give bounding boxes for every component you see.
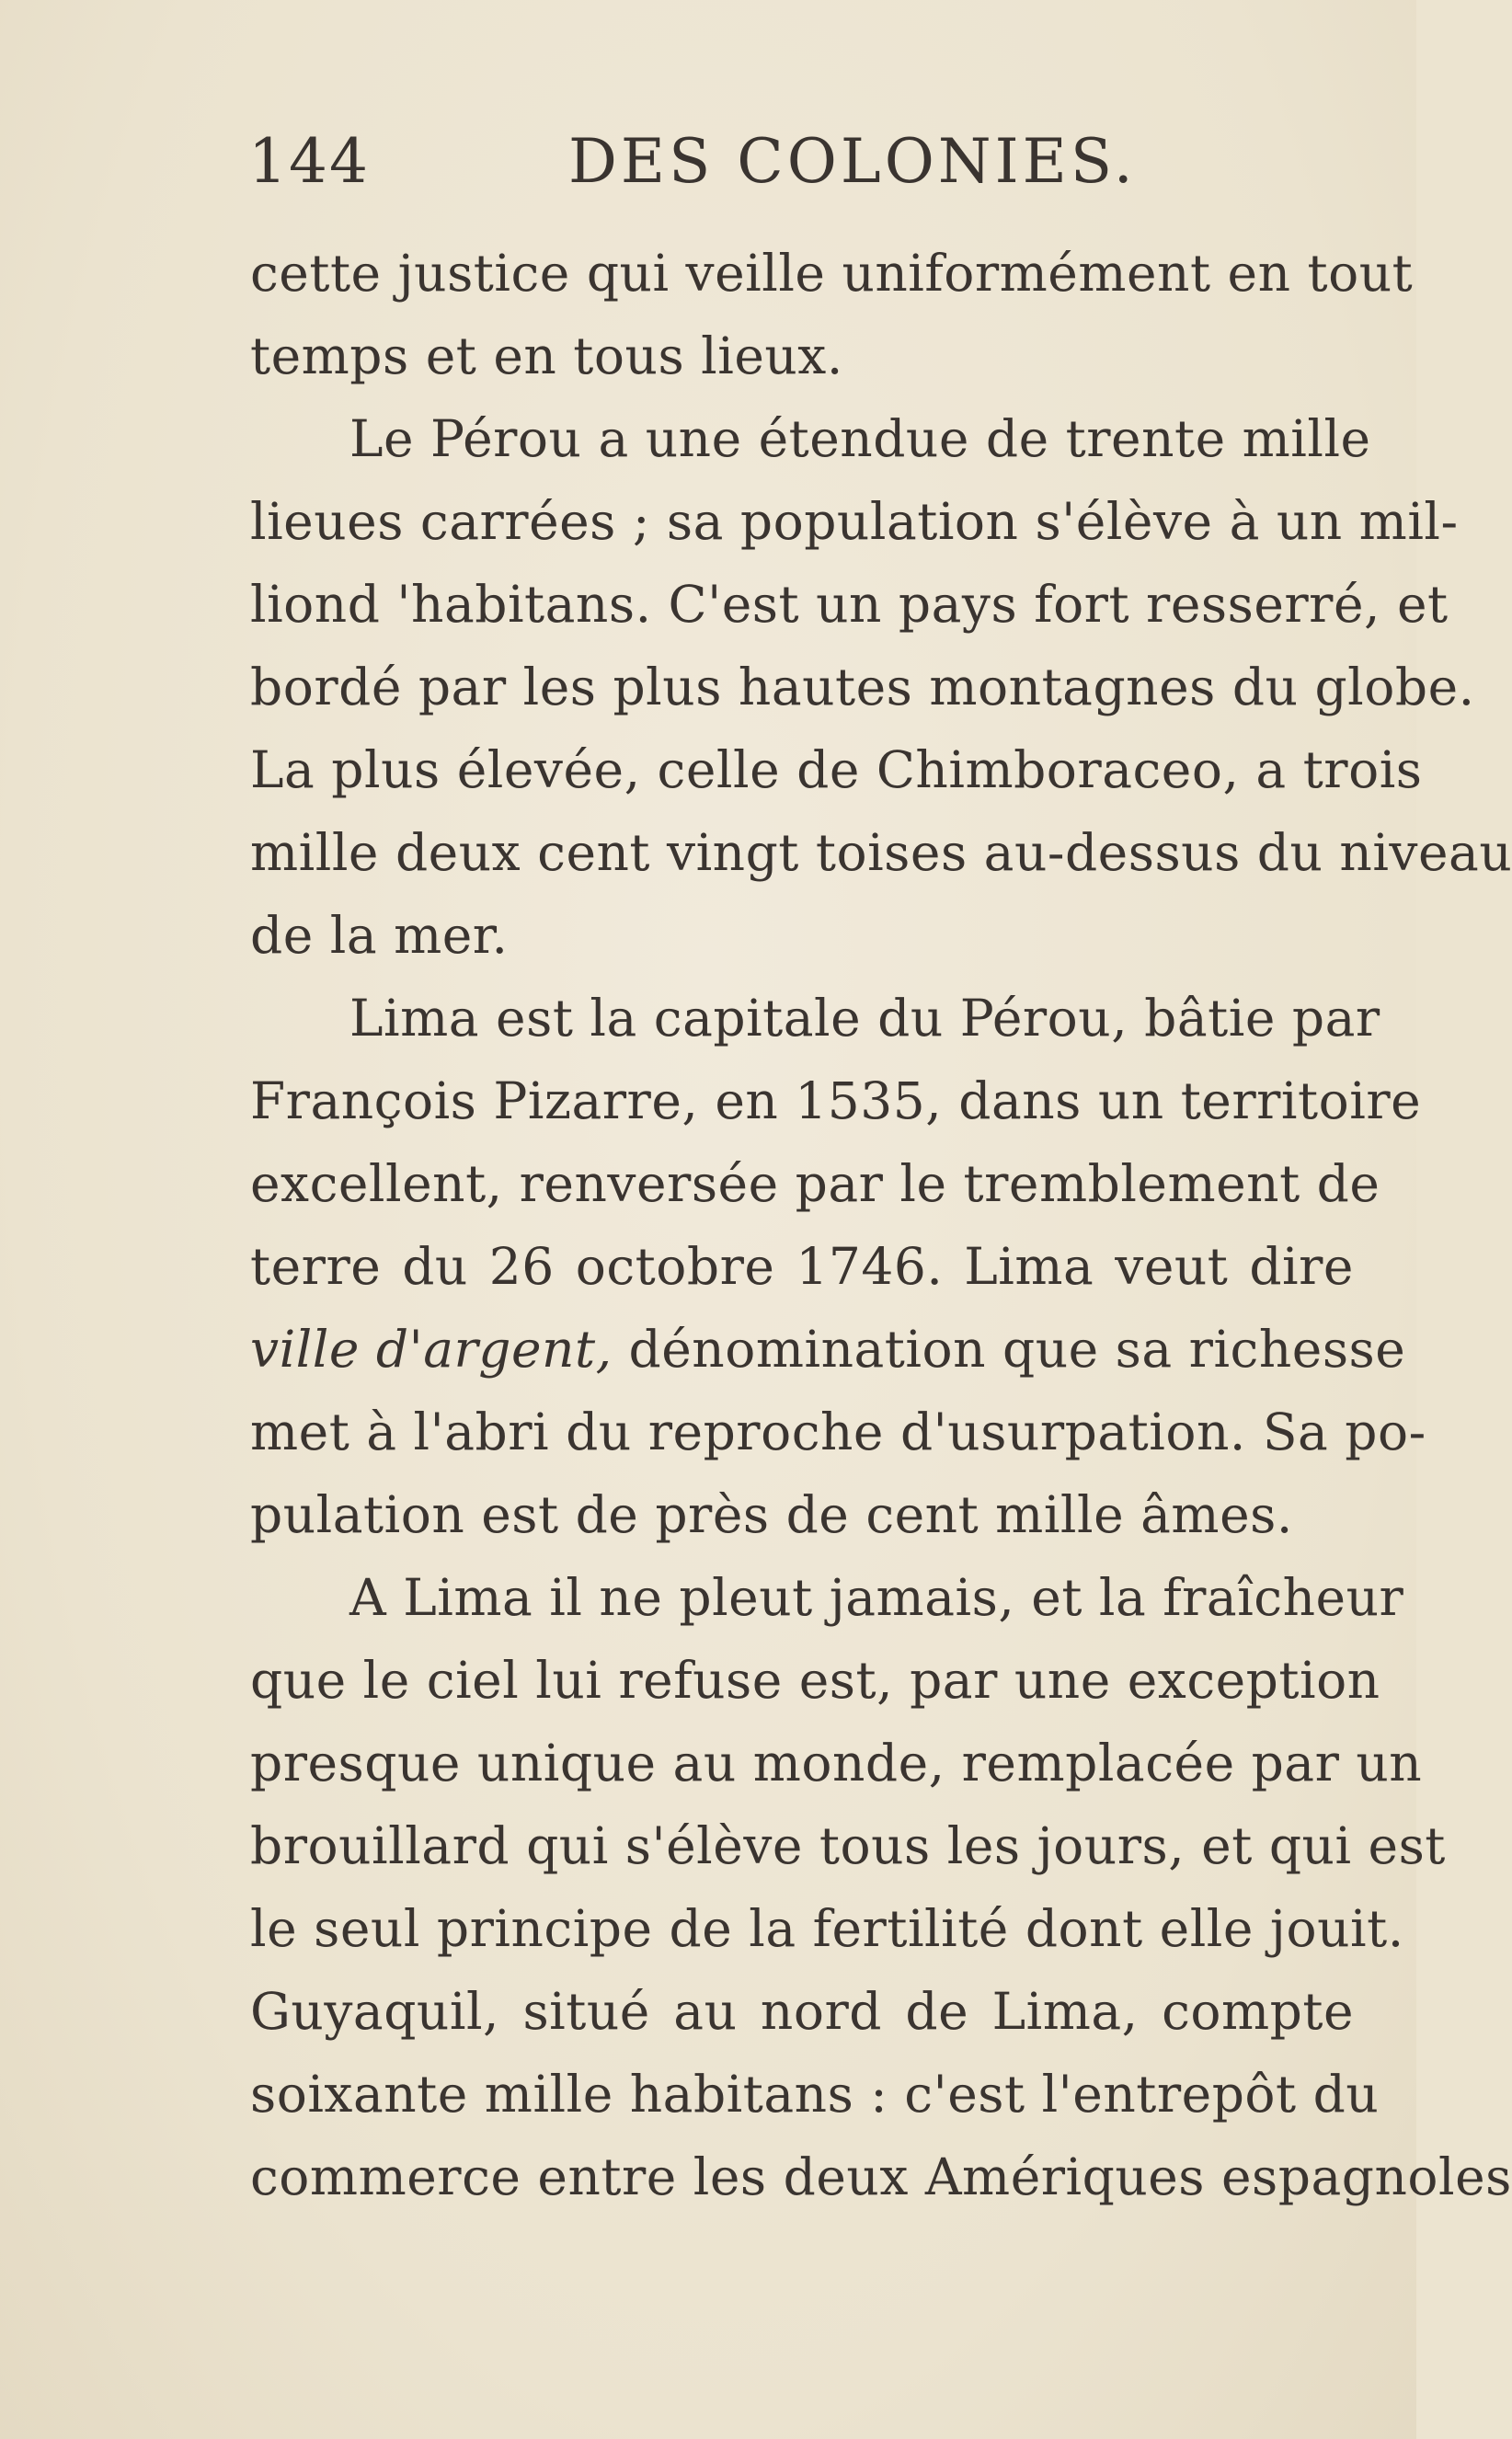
- paragraph-start-line: Le Pérou a une étendue de trente mille: [349, 409, 1371, 468]
- text-line: de la mer.: [250, 906, 509, 965]
- text-line: excellent, renversée par le tremblement de: [250, 1154, 1380, 1213]
- text-line: met à l'abri du reproche d'usurpation. Sa po-: [250, 1403, 1426, 1461]
- running-title: DES COLONIES.: [568, 126, 1137, 197]
- body-text: [250, 232, 1512, 2218]
- page-number: 144: [248, 126, 370, 197]
- text-line: que le ciel lui refuse est, par une exception: [250, 1651, 1380, 1710]
- text-line: liond 'habitans. C'est un pays fort resserré, et: [250, 575, 1449, 634]
- text-line-with-italic: [250, 1308, 1406, 1391]
- text-line: bordé par les plus hautes montagnes du globe.: [250, 658, 1475, 716]
- text-line: lieues carrées ; sa population s'élève à un mil-: [250, 492, 1459, 551]
- italic-phrase: ville d'argent,: [250, 1320, 613, 1379]
- text-line: temps et en tous lieux.: [250, 326, 843, 385]
- text-line: commerce entre les deux Amériques espagnoles: [250, 2147, 1512, 2206]
- text-line: brouillard qui s'élève tous les jours, et qui est: [250, 1816, 1446, 1875]
- text-line: cette justice qui veille uniformément en tout: [250, 244, 1414, 303]
- text-line: presque unique au monde, remplacée par un: [250, 1734, 1423, 1792]
- text-line: soixante mille habitans : c'est l'entrepôt du: [250, 2065, 1380, 2124]
- text-line: Guyaquil, situé au nord de Lima, compte: [250, 1982, 1354, 2041]
- paragraph-start-line: A Lima il ne pleut jamais, et la fraîcheur: [349, 1568, 1404, 1627]
- paragraph-start-line: Lima est la capitale du Pérou, bâtie par: [349, 989, 1380, 1048]
- text-line-rest: dénomination que sa richesse: [628, 1320, 1406, 1379]
- text-line: mille deux cent vingt toises au-dessus du niveau: [250, 823, 1512, 882]
- text-line: terre du 26 octobre 1746. Lima veut dire: [250, 1237, 1354, 1296]
- text-line: le seul principe de la fertilité dont elle jouit.: [250, 1899, 1404, 1958]
- text-line: La plus élevée, celle de Chimboraceo, a trois: [250, 740, 1423, 799]
- page-header: [248, 116, 1380, 208]
- text-line: François Pizarre, en 1535, dans un territoire: [250, 1071, 1422, 1130]
- text-line: pulation est de près de cent mille âmes.: [250, 1485, 1293, 1544]
